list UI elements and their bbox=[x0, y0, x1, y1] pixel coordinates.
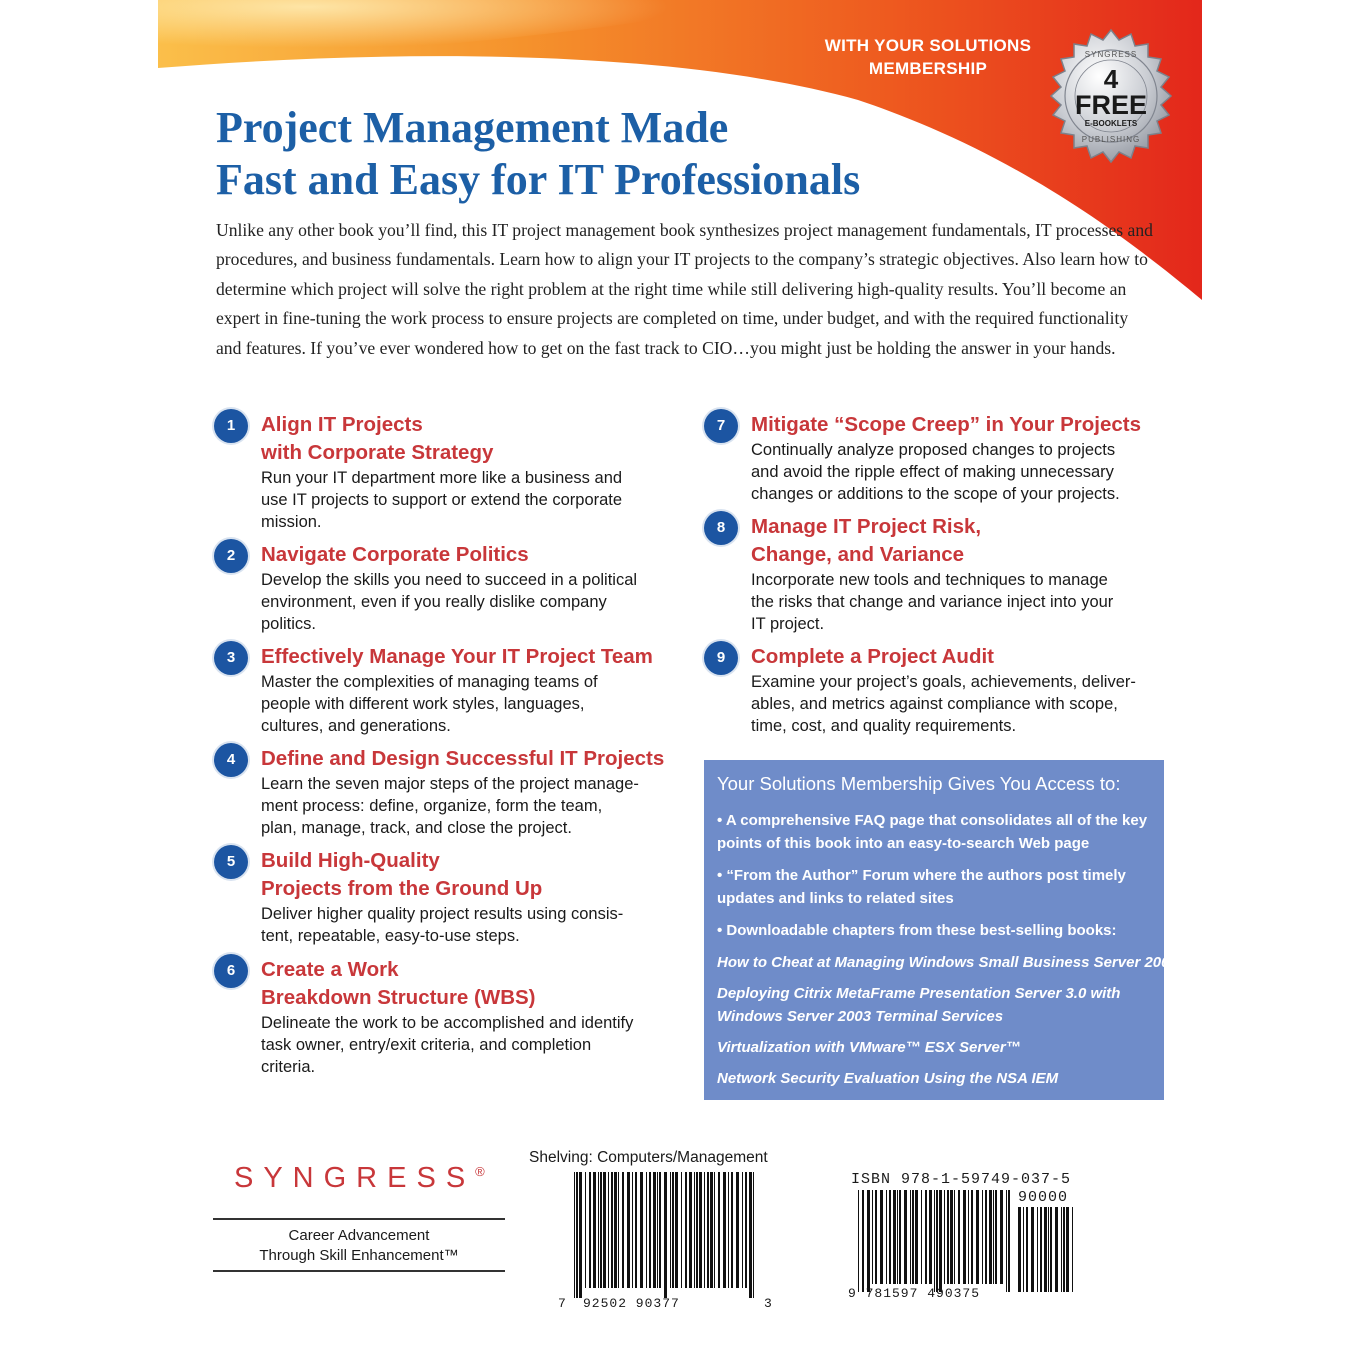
seal-ring-bottom: PUBLISHING bbox=[1081, 135, 1141, 144]
barcode-bar bbox=[646, 1172, 647, 1288]
barcode-bar bbox=[921, 1190, 922, 1284]
barcode-bar bbox=[753, 1172, 754, 1298]
barcode-bar bbox=[598, 1172, 599, 1288]
barcode-bar bbox=[971, 1190, 973, 1284]
barcode-bar bbox=[707, 1172, 709, 1288]
isbn-number: ISBN 978-1-59749-037-5 bbox=[851, 1171, 1072, 1188]
upc-digit-left: 7 bbox=[558, 1296, 567, 1311]
barcode-bar bbox=[635, 1172, 637, 1288]
topic-8 bbox=[716, 513, 1171, 635]
barcode-bar bbox=[603, 1172, 606, 1288]
barcode-bar bbox=[649, 1172, 651, 1288]
topic-description: Learn the seven major steps of the project manage- ment process: define, organize, form the team, plan, manage, track, and close the project. bbox=[261, 775, 639, 837]
topic-3 bbox=[226, 643, 681, 737]
barcode-bar bbox=[912, 1190, 914, 1284]
barcode-bar bbox=[611, 1172, 613, 1288]
topic-heading: Create a Work Breakdown Structure (WBS) bbox=[261, 958, 536, 1009]
topic-description: Delineate the work to be accomplished and identify task owner, entry/exit criteria, and completion criteria. bbox=[261, 1014, 634, 1076]
barcode-bar bbox=[985, 1190, 987, 1284]
upc-barcode bbox=[574, 1172, 756, 1298]
topic-heading: Navigate Corporate Politics bbox=[261, 543, 529, 566]
barcode-bar bbox=[1008, 1190, 1010, 1292]
topic-heading: Build High-Quality Projects from the Ground Up bbox=[261, 849, 543, 900]
topic-2 bbox=[226, 541, 681, 635]
price-addon-barcode bbox=[1018, 1207, 1075, 1292]
barcode-bar bbox=[1023, 1207, 1024, 1292]
book-title: Virtualization with VMware™ ESX Server™ bbox=[717, 1039, 1021, 1056]
barcode-bar bbox=[731, 1172, 733, 1288]
barcode-bar bbox=[614, 1172, 617, 1288]
barcode-bar bbox=[728, 1172, 729, 1288]
barcode-bar bbox=[995, 1190, 997, 1284]
barcode-bar bbox=[1037, 1207, 1038, 1292]
barcode-bar bbox=[576, 1172, 578, 1298]
barcode-bar bbox=[685, 1172, 687, 1288]
ean-digits: 9 781597 490375 bbox=[848, 1286, 981, 1301]
topic-heading: Align IT Projects with Corporate Strategy bbox=[261, 413, 494, 464]
free-ebooklets-seal bbox=[1036, 26, 1186, 176]
seal-ring-top: SYNGRESS bbox=[1084, 50, 1138, 59]
topic-6 bbox=[226, 956, 681, 1078]
barcode-bar bbox=[944, 1190, 945, 1284]
banner-line-2: MEMBERSHIP bbox=[868, 59, 988, 78]
barcode-bar bbox=[640, 1172, 643, 1288]
barcode-bar bbox=[976, 1190, 979, 1284]
barcode-bar bbox=[867, 1190, 870, 1292]
price-code: 90000 bbox=[1018, 1189, 1069, 1206]
barcode-bar bbox=[1040, 1207, 1042, 1292]
book-title: Deploying Citrix MetaFrame Presentation Server 3.0 with Windows Server 2003 Terminal Services bbox=[717, 985, 1121, 1025]
topic-heading: Manage IT Project Risk, Change, and Variance bbox=[751, 515, 982, 566]
topic-number-badge: 6 bbox=[214, 954, 248, 988]
barcode-bar bbox=[1000, 1190, 1003, 1284]
barcode-bar bbox=[958, 1190, 960, 1284]
barcode-bar bbox=[1048, 1207, 1049, 1292]
barcode-bar bbox=[694, 1172, 695, 1288]
topic-number-badge: 5 bbox=[214, 845, 248, 879]
topic-number-badge: 9 bbox=[704, 641, 738, 675]
barcode-bar bbox=[657, 1172, 658, 1288]
barcode-bar bbox=[1018, 1207, 1021, 1292]
barcode-bar bbox=[1063, 1207, 1065, 1292]
barcode-bar bbox=[1061, 1207, 1062, 1292]
publisher-tagline: Career Advancement Through Skill Enhancement™ bbox=[259, 1227, 459, 1264]
barcode-bar bbox=[1066, 1207, 1069, 1292]
barcode-bar bbox=[608, 1172, 609, 1288]
barcode-bar bbox=[714, 1172, 715, 1288]
topic-4 bbox=[226, 745, 681, 839]
barcode-bar bbox=[653, 1172, 656, 1288]
barcode-bar bbox=[968, 1190, 969, 1284]
barcode-bar bbox=[925, 1190, 927, 1284]
barcode-bar bbox=[627, 1172, 630, 1288]
barcode-bar bbox=[696, 1172, 698, 1288]
topic-description: Continually analyze proposed changes to projects and avoid the ripple effect of making unnecessary changes or additions to the scope of your projects. bbox=[751, 441, 1120, 503]
barcode-bar bbox=[681, 1172, 682, 1288]
barcode-bar bbox=[993, 1190, 994, 1284]
upc-digit-right: 3 bbox=[764, 1296, 773, 1311]
barcode-bar bbox=[574, 1172, 575, 1298]
logo-divider bbox=[213, 1270, 505, 1272]
topic-heading: Mitigate “Scope Creep” in Your Projects bbox=[751, 413, 1141, 436]
shelving-category: Shelving: Computers/Management bbox=[529, 1149, 768, 1166]
topic-heading: Complete a Project Audit bbox=[751, 645, 994, 668]
barcode-bar bbox=[749, 1172, 752, 1298]
barcode-bar bbox=[632, 1172, 633, 1288]
topic-description: Master the complexities of managing teams of people with different work styles, languages, cultures, and generations. bbox=[261, 673, 598, 735]
barcode-bar bbox=[872, 1190, 873, 1284]
topic-number-badge: 4 bbox=[214, 743, 248, 777]
book-title: Network Security Evaluation Using the NSA IEM bbox=[717, 1070, 1059, 1087]
barcode-bar bbox=[670, 1172, 671, 1288]
barcode-bar bbox=[710, 1172, 713, 1288]
logo-divider bbox=[213, 1218, 505, 1220]
barcode-bar bbox=[699, 1172, 702, 1288]
barcode-bar bbox=[618, 1172, 619, 1288]
banner-line-1: WITH YOUR SOLUTIONS bbox=[824, 36, 1032, 55]
topic-number-badge: 8 bbox=[704, 511, 738, 545]
book-back-cover bbox=[158, 0, 1202, 1360]
intro-paragraph: Unlike any other book you’ll find, this IT project management book synthesizes project management fundamentals, IT processes and procedures, and business fundamentals. Learn how to align your IT projects to the company’s strategic objectives. Also learn how to determine which project will solve the right problem at the right time while still delivering high-quality results. You’ll become an expert in fine-tuning the work process to ensure projects are completed on time, under budget, and with the required functionality and features. If you’ve ever wondered how to get on the fast track to CIO…you might just be holding the answer in your hands. bbox=[216, 220, 1153, 358]
title-line-2: Fast and Easy for IT Professionals bbox=[216, 155, 861, 204]
barcode-bar bbox=[989, 1190, 992, 1284]
title-line-1: Project Management Made bbox=[216, 103, 729, 152]
barcode-bar bbox=[950, 1190, 953, 1284]
barcode-bar bbox=[689, 1172, 692, 1288]
topic-number-badge: 3 bbox=[214, 641, 248, 675]
barcode-bar bbox=[589, 1172, 591, 1288]
barcode-bar bbox=[910, 1190, 911, 1284]
barcode-bar bbox=[1006, 1190, 1007, 1292]
barcode-bar bbox=[929, 1190, 932, 1284]
barcode-bar bbox=[893, 1190, 896, 1284]
barcode-bar bbox=[664, 1172, 667, 1298]
barcode-bar bbox=[963, 1190, 966, 1284]
barcode-bar bbox=[704, 1172, 705, 1288]
barcode-bar bbox=[889, 1190, 891, 1284]
barcode-bar bbox=[858, 1190, 859, 1292]
barcode-bar bbox=[934, 1190, 935, 1292]
barcode-bar bbox=[1044, 1207, 1047, 1292]
barcode-bar bbox=[1055, 1207, 1058, 1292]
barcode-bar bbox=[915, 1190, 918, 1284]
topic-description: Incorporate new tools and techniques to manage the risks that change and variance inject into your IT project. bbox=[751, 571, 1114, 633]
barcode-bar bbox=[862, 1190, 864, 1292]
topic-description: Examine your project’s goals, achievements, deliver- ables, and metrics against compliance with scope, time, cost, and quality requirements. bbox=[751, 673, 1136, 735]
membership-heading: Your Solutions Membership Gives You Access to: bbox=[717, 773, 1121, 794]
barcode-bar bbox=[600, 1172, 602, 1288]
topic-number-badge: 1 bbox=[214, 409, 248, 443]
barcode-bar bbox=[899, 1190, 901, 1284]
barcode-bar bbox=[723, 1172, 726, 1288]
cover-title bbox=[216, 102, 976, 206]
topic-number-badge: 7 bbox=[704, 409, 738, 443]
barcode-bar bbox=[939, 1190, 942, 1292]
barcode-bar bbox=[742, 1172, 743, 1288]
barcode-bar bbox=[904, 1190, 907, 1284]
barcode-bar bbox=[875, 1190, 877, 1284]
topic-5 bbox=[226, 847, 681, 947]
barcode-bar bbox=[1026, 1207, 1028, 1292]
isbn-barcode bbox=[858, 1190, 1013, 1292]
barcode-bar bbox=[954, 1190, 955, 1284]
barcode-bar bbox=[1031, 1207, 1034, 1292]
barcode-bar bbox=[585, 1172, 586, 1288]
barcode-bar bbox=[947, 1190, 949, 1284]
topic-number-badge: 2 bbox=[214, 539, 248, 573]
barcode-bar bbox=[1050, 1207, 1052, 1292]
membership-bullet-faq: • A comprehensive FAQ page that consolidates all of the key points of this book into an easy-to-search Web page bbox=[717, 812, 1148, 852]
barcode-bar bbox=[593, 1172, 596, 1288]
topic-description: Deliver higher quality project results using consis- tent, repeatable, easy-to-use steps. bbox=[261, 905, 624, 945]
barcode-bar bbox=[1072, 1207, 1073, 1292]
seal-number: 4 bbox=[1103, 64, 1119, 94]
barcode-bar bbox=[745, 1172, 747, 1288]
seal-subtext: E-BOOKLETS bbox=[1084, 119, 1138, 128]
topic-heading: Define and Design Successful IT Projects bbox=[261, 747, 665, 770]
barcode-bar bbox=[579, 1172, 582, 1298]
topic-1 bbox=[226, 411, 681, 533]
barcode-bar bbox=[982, 1190, 983, 1284]
membership-box bbox=[704, 760, 1178, 1100]
barcode-bar bbox=[659, 1172, 661, 1288]
barcode-bar bbox=[675, 1172, 678, 1288]
barcode-bar bbox=[897, 1190, 898, 1284]
barcode-bar bbox=[936, 1190, 938, 1292]
upc-digits: 92502 90377 bbox=[583, 1296, 680, 1311]
barcode-bar bbox=[622, 1172, 624, 1288]
barcode-bar bbox=[718, 1172, 720, 1288]
topic-description: Develop the skills you need to succeed in a political environment, even if you really dislike company politics. bbox=[261, 571, 638, 633]
barcode-bar bbox=[736, 1172, 739, 1288]
topic-9 bbox=[716, 643, 1171, 737]
book-title: How to Cheat at Managing Windows Small Business Server 2003 bbox=[717, 954, 1178, 971]
barcode-bar bbox=[672, 1172, 674, 1288]
membership-banner-text bbox=[808, 34, 1048, 80]
membership-bullet-downloads: • Downloadable chapters from these best-selling books: bbox=[717, 922, 1117, 939]
barcode-bar bbox=[880, 1190, 883, 1284]
topic-description: Run your IT department more like a business and use IT projects to support or extend the corporate mission. bbox=[261, 469, 623, 531]
barcode-bar bbox=[886, 1190, 887, 1284]
membership-bullet-forum: • “From the Author” Forum where the authors post timely updates and links to related sites bbox=[717, 867, 1126, 907]
topic-7 bbox=[716, 411, 1171, 505]
topic-heading: Effectively Manage Your IT Project Team bbox=[261, 645, 653, 668]
syngress-logo: SYNGRESS® bbox=[234, 1162, 485, 1194]
seal-word: FREE bbox=[1074, 90, 1148, 120]
